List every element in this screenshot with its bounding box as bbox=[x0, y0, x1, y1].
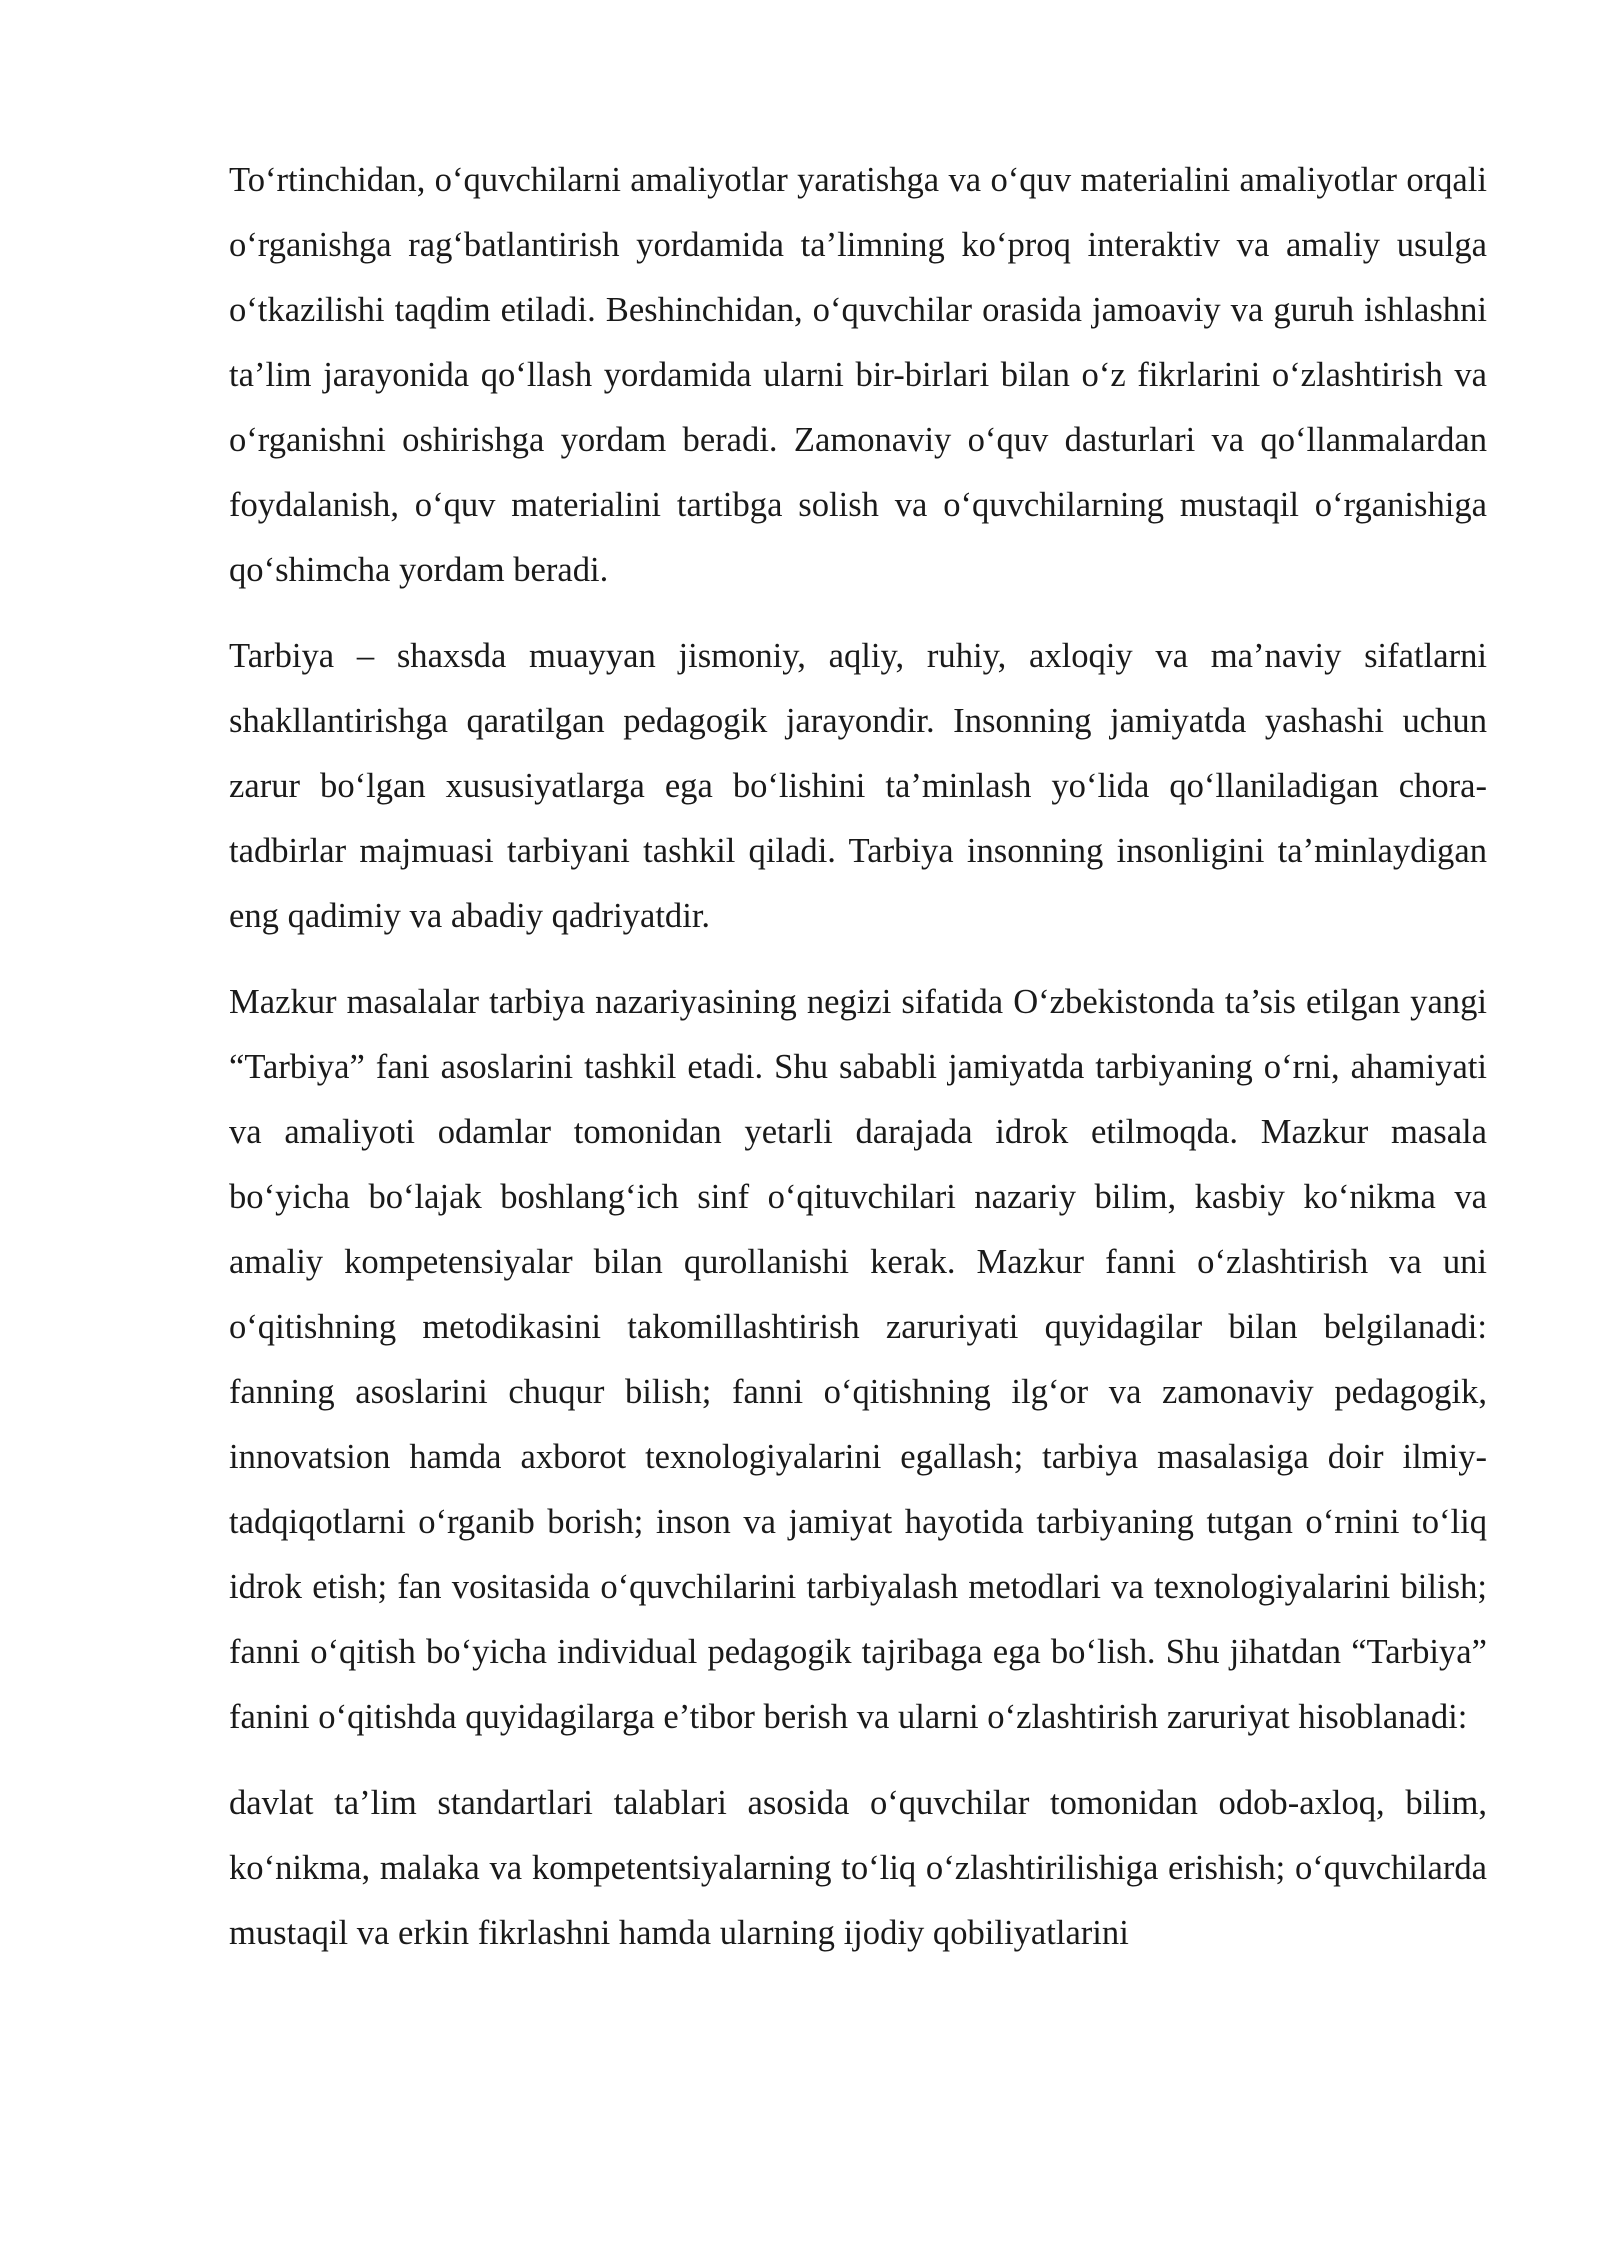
paragraph-1: To‘rtinchidan, o‘quvchilarni amaliyotlar yaratishga va o‘quv materialini amaliyotlar orqali o‘rganishga rag‘batlantirish yordamida ta’limning ko‘proq interaktiv va amaliy usulga o‘tkazilishi taqdim etiladi. Beshinchidan, o‘quvchilar orasida jamoaviy va guruh ishlashni ta’lim jarayonida qo‘llash yordamida ularni bir-birlari bilan o‘z fikrlarini o‘zlashtirish va o‘rganishni oshirishga yordam beradi. Zamonaviy o‘quv dasturlari va qo‘llanmalardan foydalanish, o‘quv materialini tartibga solish va o‘quvchilarning mustaqil o‘rganishiga qo‘shimcha yordam beradi. bbox=[229, 161, 1487, 589]
document-body bbox=[229, 148, 1487, 1987]
paragraph-3: Mazkur masalalar tarbiya nazariyasining negizi sifatida O‘zbekistonda ta’sis etilgan yangi “Tarbiya” fani asoslarini tashkil etadi. Shu sababli jamiyatda tarbiyaning o‘rni, ahamiyati va amaliyoti odamlar tomonidan yetarli darajada idrok etilmoqda. Mazkur masala bo‘yicha bo‘lajak boshlang‘ich sinf o‘qituvchilari nazariy bilim, kasbiy ko‘nikma va amaliy kompetensiyalar bilan qurollanishi kerak. Mazkur fanni o‘zlashtirish va uni o‘qitishning metodikasini takomillashtirish zaruriyati quyidagilar bilan belgilanadi: fanning asoslarini chuqur bilish; fanni o‘qitishning ilg‘or va zamonaviy pedagogik, innovatsion hamda axborot texnologiyalarini egallash; tarbiya masalasiga doir ilmiy-tadqiqotlarni o‘rganib borish; inson va jamiyat hayotida tarbiyaning tutgan o‘rnini to‘liq idrok etish; fan vositasida o‘quvchilarini tarbiyalash metodlari va texnologiyalarini bilish; fanni o‘qitish bo‘yicha individual pedagogik tajribaga ega bo‘lish. Shu jihatdan “Tarbiya” fanini o‘qitishda quyidagilarga e’tibor berish va ularni o‘zlashtirish zaruriyat hisoblanadi: bbox=[229, 983, 1487, 1736]
paragraph-4: davlat ta’lim standartlari talablari asosida o‘quvchilar tomonidan odob-axloq, bilim, ko‘nikma, malaka va kompetentsiyalarning to‘liq o‘zlashtirilishiga erishish; o‘quvchilarda mustaqil va erkin fikrlashni hamda ularning ijodiy qobiliyatlarini bbox=[229, 1784, 1487, 1952]
paragraph-2: Tarbiya – shaxsda muayyan jismoniy, aqliy, ruhiy, axloqiy va ma’naviy sifatlarni shakllantirishga qaratilgan pedagogik jarayondir. Insonning jamiyatda yashashi uchun zarur bo‘lgan xususiyatlarga ega bo‘lishini ta’minlash yo‘lida qo‘llaniladigan chora-tadbirlar majmuasi tarbiyani tashkil qiladi. Tarbiya insonning insonligini ta’minlaydigan eng qadimiy va abadiy qadriyatdir. bbox=[229, 637, 1487, 935]
